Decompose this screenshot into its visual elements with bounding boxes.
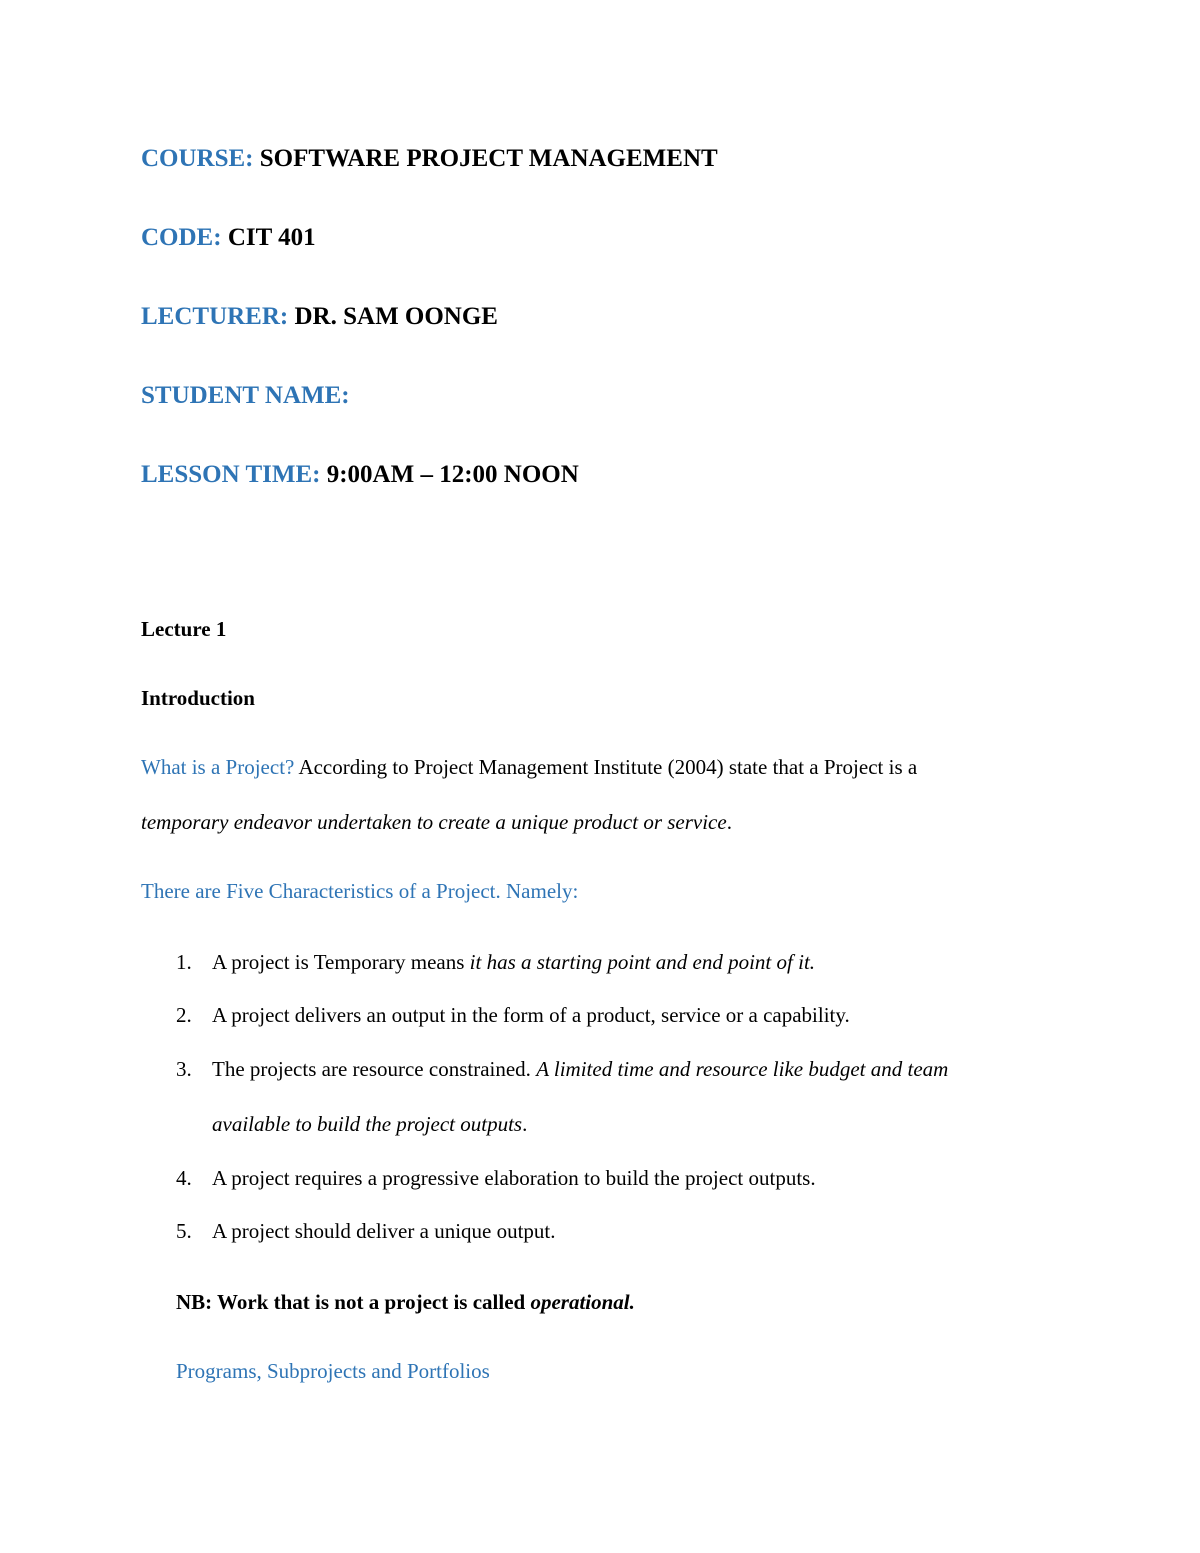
- lecturer-line: [141, 304, 498, 329]
- list-item-italic: A limited time and resource like budget and team: [536, 1057, 949, 1081]
- code-label: CODE:: [141, 224, 222, 251]
- lecturer-value: DR. SAM OONGE: [294, 303, 498, 330]
- list-item-text: [212, 952, 815, 973]
- lesson-time-label: LESSON TIME:: [141, 461, 321, 488]
- list-item-text: A project should deliver a unique output.: [212, 1219, 556, 1243]
- list-item-plain: The projects are resource constrained.: [212, 1057, 537, 1081]
- list-item-number: 2.: [176, 1003, 192, 1027]
- student-name-label: STUDENT NAME:: [141, 382, 350, 409]
- course-line: [141, 146, 718, 171]
- definition-question: What is a Project?: [141, 755, 295, 779]
- section-heading-programs: Programs, Subprojects and Portfolios: [176, 1359, 490, 1383]
- definition-end: .: [726, 810, 732, 834]
- student-name-line: [141, 383, 350, 408]
- list-item-italic-continued: available to build the project outputs: [212, 1112, 523, 1136]
- list-item-number: 5.: [176, 1219, 192, 1243]
- list-item-number: 1.: [176, 950, 192, 974]
- list-item-number: 4.: [176, 1166, 192, 1190]
- characteristics-intro: There are Five Characteristics of a Project. Namely:: [141, 879, 579, 903]
- lecturer-label: LECTURER:: [141, 303, 289, 330]
- list-item-end: .: [522, 1112, 528, 1136]
- list-item-text: A project delivers an output in the form of a product, service or a capability.: [212, 1003, 850, 1027]
- code-value: CIT 401: [227, 224, 316, 251]
- list-item-italic: it has a starting point and end point of it.: [469, 950, 816, 974]
- course-value: SOFTWARE PROJECT MANAGEMENT: [259, 145, 718, 172]
- definition-text: According to Project Management Institute (2004) state that a Project is a: [294, 755, 918, 779]
- lecture-number: Lecture 1: [141, 617, 227, 641]
- code-line: [141, 225, 316, 250]
- section-heading-introduction: Introduction: [141, 686, 255, 710]
- lesson-time-value: 9:00AM – 12:00 NOON: [326, 461, 579, 488]
- list-item-text-continued: [212, 1114, 527, 1135]
- list-item-text: [212, 1059, 948, 1080]
- definition-line-2: [141, 812, 732, 833]
- note-italic: operational.: [530, 1290, 635, 1314]
- course-label: COURSE:: [141, 145, 254, 172]
- note: [176, 1292, 635, 1313]
- list-item-number: 3.: [176, 1057, 192, 1081]
- definition-italic: temporary endeavor undertaken to create a unique product or service: [141, 810, 727, 834]
- definition-line-1: [141, 757, 917, 778]
- list-item-plain: A project is Temporary means: [212, 950, 470, 974]
- list-item-text: A project requires a progressive elaboration to build the project outputs.: [212, 1166, 816, 1190]
- lesson-time-line: [141, 462, 579, 487]
- note-text: NB: Work that is not a project is called: [176, 1290, 531, 1314]
